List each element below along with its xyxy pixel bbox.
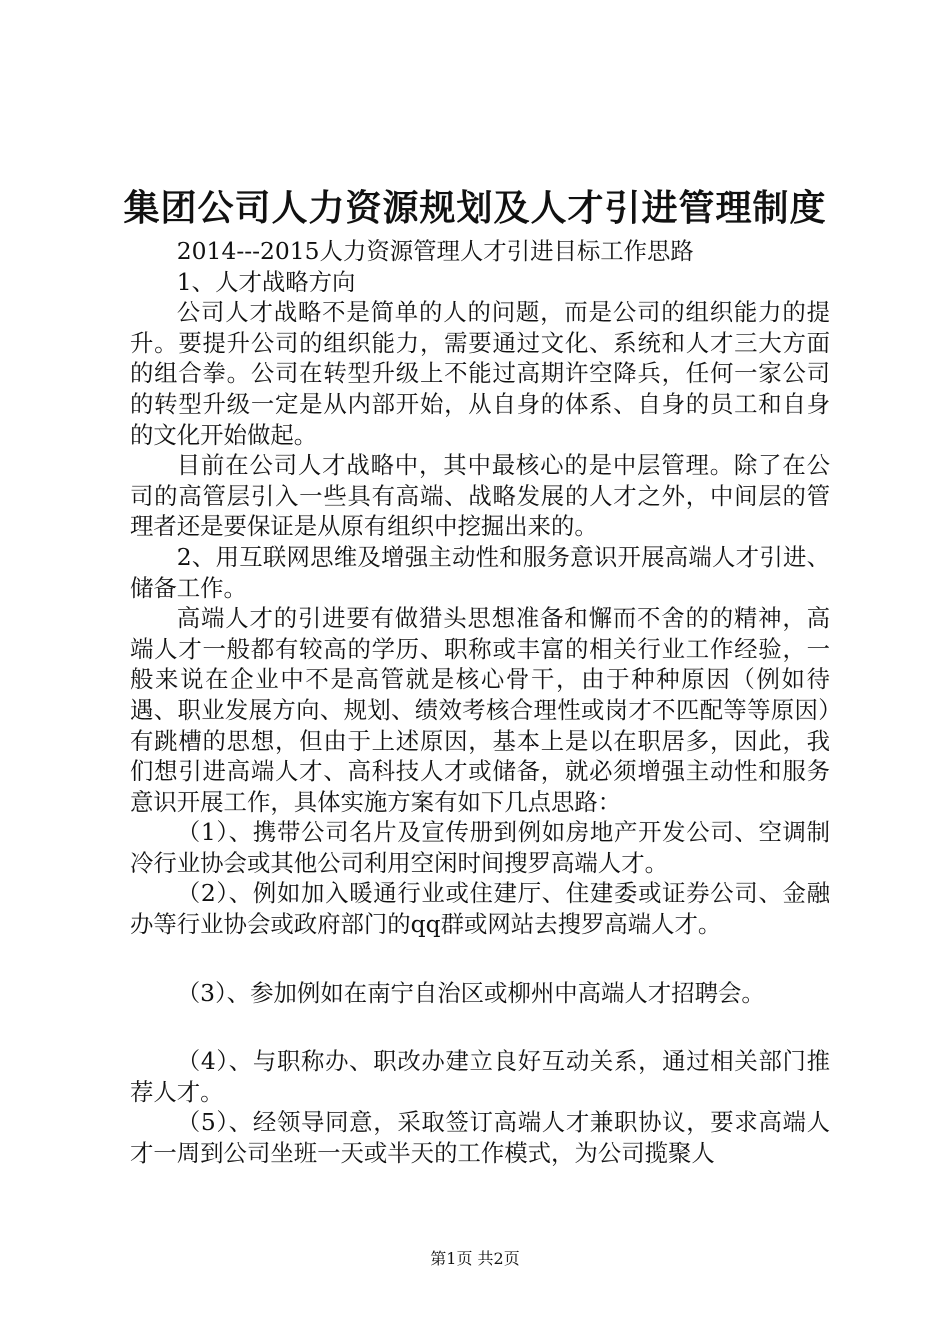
document-title: 集团公司人力资源规划及人才引进管理制度 [123,187,827,229]
list-item-5: （5）、经领导同意，采取签订高端人才兼职协议，要求高端人才一周到公司坐班一天或半天的工作模式，为公司揽聚人 [130,1108,830,1168]
section-heading-1: 1、人才战略方向 [176,267,356,296]
list-item-1: （1）、携带公司名片及宣传册到例如房地产开发公司、空调制冷行业协会或其他公司利用空闲时间搜罗高端人才。 [130,818,830,877]
section-heading-2: 2、用互联网思维及增强主动性和服务意识开展高端人才引进、储备工作。 [130,542,830,602]
paragraph: 目前在公司人才战略中，其中最核心的是中层管理。除了在公司的高管层引入一些具有高端、战略发展的人才之外，中间层的管理者还是要保证是从原有组织中挖掘出来的。 [130,451,830,541]
list-item-4: （4）、与职称办、职改办建立良好互动关系，通过相关部门推荐人才。 [130,1047,830,1106]
list-item-2: （2）、例如加入暖通行业或住建厅、住建委或证券公司、金融办等行业协会或政府部门的qq群或网站去搜罗高端人才。 [130,879,830,939]
section-heading-goal: 2014---2015人力资源管理人才引进目标工作思路 [176,237,694,265]
list-item-3: （3）、参加例如在南宁自治区或柳州中高端人才招聘会。 [176,978,765,1007]
page-number-footer: 第1页 共2页 [430,1249,520,1268]
paragraph: 公司人才战略不是简单的人的问题，而是公司的组织能力的提升。要提升公司的组织能力，需要通过文化、系统和人才三大方面的组合拳。公司在转型升级上不能过高期许空降兵，任何一家公司的转型升级一定是从内部开始，从自身的体系、自身的员工和自身的文化开始做起。 [130,298,830,449]
paragraph: 高端人才的引进要有做猎头思想准备和懈而不舍的的精神，高端人才一般都有较高的学历、职称或丰富的相关行业工作经验，一般来说在企业中不是高管就是核心骨干，由于种种原因（例如待遇、职业发展方向、规划、绩效考核合理性或岗才不匹配等等原因）有跳槽的思想，但由于上述原因，基本上是以在职居多，因此，我们想引进高端人才、高科技人才或储备，就必须增强主动性和服务意识开展工作，具体实施方案有如下几点思路： [130,604,830,816]
document-body [130,236,830,1169]
